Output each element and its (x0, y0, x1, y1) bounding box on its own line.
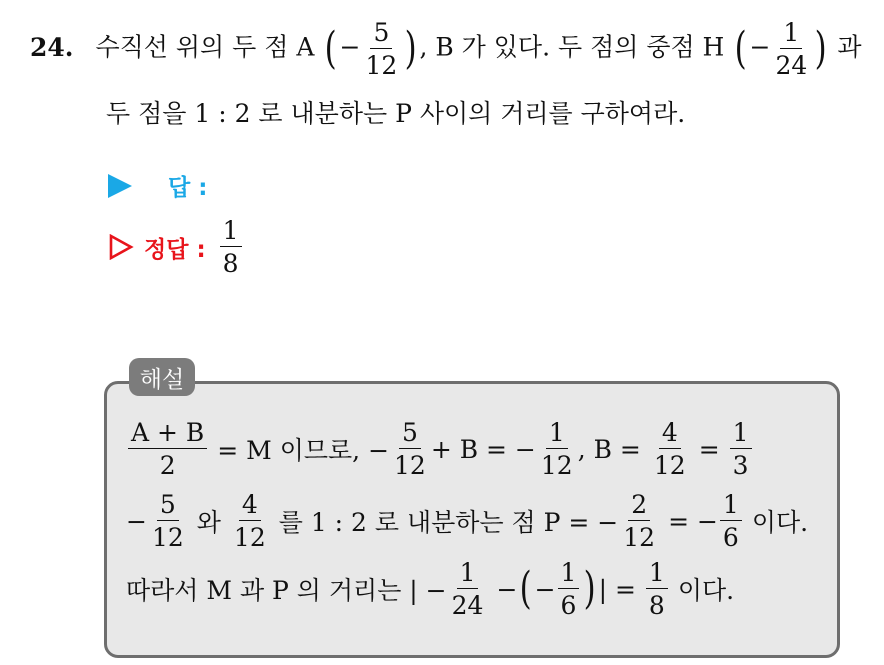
solution-text: , B = (577, 434, 641, 464)
left-paren: ( (519, 563, 532, 614)
question-line-2: 두 점을 1 : 2 로 내분하는 P 사이의 거리를 구하여라. (106, 99, 686, 128)
question-text-a: 수직선 위의 두 점 A (95, 32, 315, 62)
fraction: $\frac{4}{12}$ (233, 490, 266, 552)
left-paren: ( (734, 23, 747, 74)
solution-line-1 (126, 420, 754, 478)
solution-text: 이다. (751, 508, 809, 537)
fraction: $\frac{A + B}{2}$ (128, 420, 207, 478)
fraction: $\frac{1}{6}$ (558, 560, 580, 618)
fraction: $\frac{4}{12}$ (653, 418, 686, 480)
solution-text: = (698, 434, 720, 464)
solution-text: − (126, 506, 147, 536)
fraction: $\frac{1}{12}$ (540, 418, 573, 480)
question-line-1 (30, 20, 862, 78)
answer-label: 답 : (168, 175, 208, 201)
fraction: $\frac{1}{3}$ (730, 420, 752, 478)
right-paren: ) (404, 23, 417, 74)
solution-line-3 (126, 560, 734, 618)
fraction-point-h: $\frac{1}{24}$ (775, 18, 808, 80)
solution-tab: 해설 (129, 358, 195, 396)
solution-line-2 (126, 492, 808, 550)
solution-text: 를 1 : 2 로 내분하는 점 P = − (278, 508, 619, 537)
correct-answer-label: 정답 : (144, 236, 206, 263)
fraction: $\frac{1}{8}$ (646, 560, 668, 618)
play-icon (108, 174, 132, 198)
fraction: $\frac{1}{6}$ (720, 492, 742, 550)
question-number: 24. (30, 32, 74, 62)
right-paren: ) (583, 563, 597, 614)
solution-text: 이다. (677, 576, 735, 605)
right-paren: ) (814, 23, 827, 74)
fraction: $\frac{2}{12}$ (623, 490, 656, 552)
solution-text: − (534, 574, 556, 604)
fraction: $\frac{5}{12}$ (394, 418, 426, 480)
solution-text: − (496, 574, 518, 604)
correct-answer-row (108, 218, 244, 276)
solution-text: = M 이므로, − (217, 436, 390, 465)
solution-text: 와 (196, 508, 221, 537)
question-text-c: 과 (837, 32, 862, 62)
solution-text: = − (668, 506, 718, 536)
correct-answer-value: $\frac{1}{8}$ (220, 218, 242, 276)
fraction-point-a: $\frac{5}{12}$ (365, 18, 398, 80)
fraction: $\frac{5}{12}$ (151, 490, 184, 552)
minus-sign: − (339, 32, 361, 62)
solution-text: + B = − (430, 434, 536, 464)
fraction: $\frac{1}{24}$ (451, 558, 484, 620)
answer-row (108, 169, 207, 202)
minus-sign: − (749, 32, 771, 62)
solution-text: | = (598, 574, 636, 604)
question-text-b: , B 가 있다. 두 점의 중점 H (419, 32, 725, 62)
left-paren: ( (324, 23, 337, 74)
outline-triangle-icon (108, 234, 134, 260)
solution-text: 따라서 M 과 P 의 거리는 | − (126, 576, 447, 605)
